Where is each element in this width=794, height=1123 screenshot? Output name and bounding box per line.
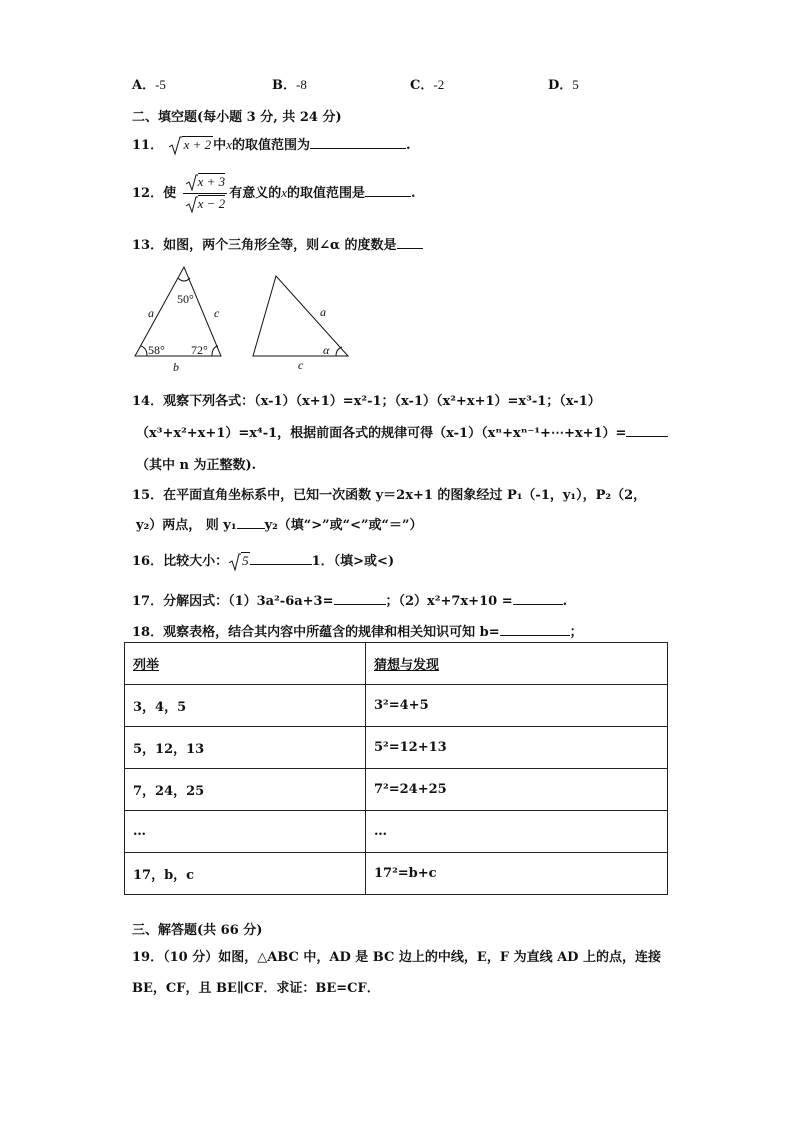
text-fragment: 的取值范围为 [231, 138, 310, 153]
text-fragment: 使 [163, 186, 177, 201]
sqrt-expression [168, 136, 214, 156]
right-side-a-label: a [320, 305, 326, 319]
option-b [272, 74, 307, 93]
option-value: -8 [296, 77, 307, 92]
fraction-numerator [183, 174, 228, 194]
right-angle-label: 72° [191, 343, 208, 357]
table-cell: 7，24，25 [125, 769, 366, 811]
sqrt-sign-icon [228, 553, 241, 571]
question-number: 19． [132, 950, 164, 965]
question-14-line-2 [136, 422, 668, 441]
option-c [410, 74, 444, 93]
option-a [132, 74, 166, 93]
question-13 [132, 234, 423, 253]
option-value: -5 [155, 77, 166, 92]
text-fragment: 中 [213, 138, 227, 153]
question-16 [132, 550, 394, 571]
congruent-triangles-figure [120, 260, 360, 380]
table-header-cell: 猜想与发现 [366, 643, 668, 685]
sqrt-radicand: 5 [242, 553, 249, 568]
question-14-line-1 [132, 390, 601, 409]
table-header-cell: 列举 [125, 643, 366, 685]
answer-blank[interactable] [365, 184, 411, 197]
right-side-c-label: c [298, 358, 304, 372]
text-fragment: . [411, 186, 416, 201]
sqrt-radicand: x + 3 [197, 174, 226, 189]
question-number: 14． [132, 394, 164, 409]
answer-blank[interactable] [250, 552, 312, 565]
left-angle-arc [141, 346, 147, 356]
table-cell: 5，12，13 [125, 727, 366, 769]
fraction-denominator [183, 194, 228, 213]
option-value: -2 [433, 77, 445, 92]
left-angle-label: 58° [148, 343, 165, 357]
question-number: 18． [132, 625, 164, 640]
question-number: 15． [132, 488, 164, 503]
question-text: （10 分）如图，△ABC 中，AD 是 BC 边上的中线，E，F 为直线 AD 上的点，连接 [163, 950, 661, 965]
pattern-table [124, 642, 668, 895]
question-14-line-3: （其中 n 为正整数). [136, 458, 257, 473]
text-fragment: 比较大小： [163, 554, 229, 569]
question-text: 观察下列各式：（x-1）（x+1）=x²-1；（x-1）（x²+x+1）=x³-1；（x-1） [163, 394, 601, 409]
sqrt-radicand: x − 2 [197, 196, 226, 211]
section-2-title: 二、填空题(每小题 3 分, 共 24 分) [132, 110, 342, 125]
table-row [125, 769, 668, 811]
option-d [548, 74, 579, 93]
question-18 [132, 621, 583, 640]
text-fragment: ； [569, 625, 583, 640]
table-cell: 3，4，5 [125, 685, 366, 727]
table-cell: 3²=4+5 [366, 685, 668, 727]
alpha-label: α [323, 343, 330, 357]
question-19-line-2: BE，CF，且 BE∥CF．求证：BE=CF． [132, 981, 380, 996]
question-11 [132, 134, 411, 156]
table-cell: 5²=12+13 [366, 727, 668, 769]
answer-blank-2[interactable] [513, 592, 563, 605]
question-19-line-1 [132, 946, 661, 965]
answer-blank[interactable] [500, 623, 570, 636]
question-text: 如图，两个三角形全等，则∠α 的度数是 [163, 238, 397, 253]
question-text: y₂（填“>”或“<”或“＝”） [264, 518, 423, 533]
answer-blank[interactable] [397, 236, 423, 249]
question-text: （x³+x²+x+1）=x⁴-1，根据前面各式的规律可得（x-1）（xⁿ+xⁿ⁻¹+⋯+x+1）= [136, 426, 627, 441]
sqrt-sign-icon [185, 196, 198, 213]
table-row [125, 811, 668, 853]
variable: x [281, 185, 287, 200]
option-letter: B． [272, 78, 296, 93]
question-text: y₂）两点， 则 y₁ [136, 518, 237, 533]
question-15-line-2 [136, 514, 422, 533]
question-number: 11． [132, 138, 164, 153]
option-letter: A． [132, 78, 156, 93]
question-text: 在平面直角坐标系中，已知一次函数 y＝2x+1 的图象经过 P₁（-1，y₁），P₂（2， [163, 488, 647, 503]
sqrt-sign-icon [168, 136, 182, 156]
answer-blank[interactable] [310, 136, 406, 149]
question-number: 16． [132, 554, 164, 569]
sqrt-radicand: x + 2 [183, 137, 212, 152]
text-fragment: . [562, 594, 568, 609]
text-fragment: . [405, 138, 411, 153]
option-letter: C． [410, 78, 434, 93]
option-value: 5 [572, 77, 579, 92]
text-fragment: 的取值范围是 [286, 186, 365, 201]
text-fragment: ；（2）x²+7x+10 = [385, 594, 513, 609]
variable: x [226, 137, 232, 152]
top-angle-label: 50° [177, 292, 194, 306]
question-text: 观察表格，结合其内容中所蕴含的规律和相关知识可知 b= [163, 625, 500, 640]
side-a-label: a [148, 306, 154, 320]
text-fragment: 有意义的 [229, 186, 282, 201]
table-cell: 17²=b+c [366, 853, 668, 895]
question-number: 13． [132, 238, 164, 253]
table-row [125, 727, 668, 769]
question-17 [132, 590, 567, 609]
text-fragment: 1．（填>或<) [311, 554, 395, 569]
table-header-row [125, 643, 668, 685]
question-number: 17． [132, 594, 164, 609]
question-15-line-1 [132, 484, 646, 503]
top-angle-arc [178, 278, 190, 281]
answer-blank[interactable] [237, 516, 265, 529]
table-cell: … [125, 811, 366, 853]
option-letter: D． [548, 78, 573, 93]
side-c-label: c [214, 306, 220, 320]
side-b-label: b [173, 360, 179, 374]
fraction [183, 174, 228, 213]
table-cell: … [366, 811, 668, 853]
right-triangle [253, 276, 348, 356]
table-cell: 17，b，c [125, 853, 366, 895]
table-row [125, 853, 668, 895]
answer-blank[interactable] [626, 424, 668, 437]
table-cell: 7²=24+25 [366, 769, 668, 811]
question-12 [132, 174, 416, 213]
sqrt-sign-icon [185, 174, 198, 191]
text-fragment: 分解因式：（1）3a²-6a+3= [163, 594, 334, 609]
table-row [125, 685, 668, 727]
answer-blank-1[interactable] [334, 592, 386, 605]
section-3-title: 三、解答题(共 66 分) [132, 923, 263, 938]
question-number: 12． [132, 186, 164, 201]
